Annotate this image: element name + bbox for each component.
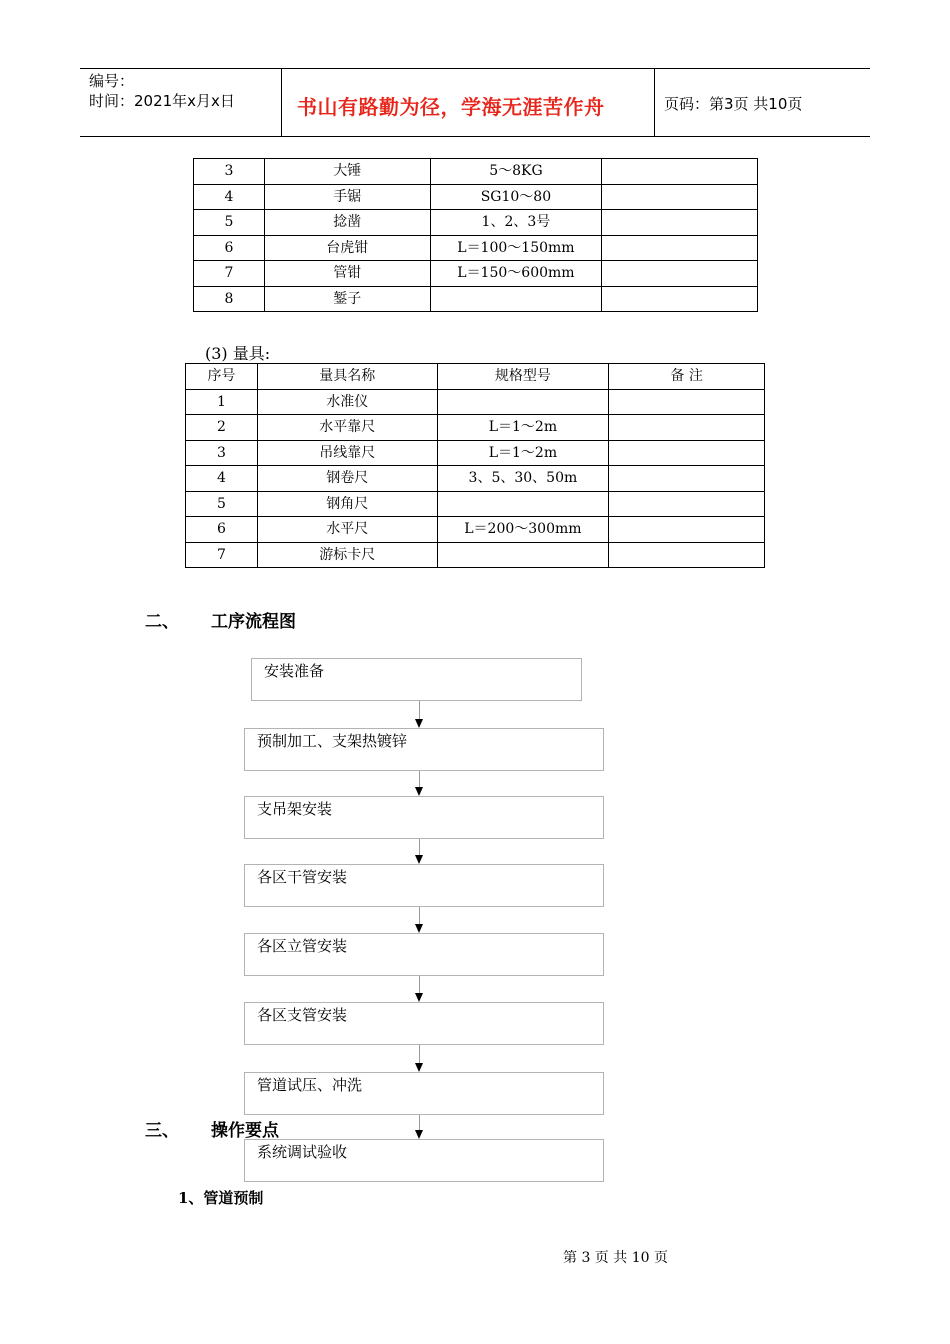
table-cell: L＝200～300mm (437, 517, 609, 543)
table-cell: 大锤 (264, 159, 430, 185)
table-cell (609, 542, 765, 568)
table-cell: 手锯 (264, 184, 430, 210)
table-row (194, 159, 758, 185)
arrow-down-icon (415, 1063, 423, 1072)
arrow-down-icon (415, 993, 423, 1002)
flow-connector (419, 976, 420, 994)
table-cell: 钢角尺 (257, 491, 437, 517)
table-row (194, 286, 758, 312)
table-header-row (186, 364, 765, 390)
arrow-down-icon (415, 924, 423, 933)
header-motto: 书山有路勤为径，学海无涯苦作舟 (297, 95, 605, 119)
table-row (194, 261, 758, 287)
table-cell: 6 (194, 235, 265, 261)
flow-connector (419, 1115, 420, 1131)
table-cell: 1、2、3号 (430, 210, 602, 236)
table-cell (602, 210, 758, 236)
tools-table (193, 158, 758, 312)
flow-connector (419, 839, 420, 856)
table-cell: 3、5、30、50m (437, 466, 609, 492)
page-footer: 第 3 页 共 10 页 (563, 1250, 668, 1266)
table-cell: 3 (194, 159, 265, 185)
table-cell: 水平尺 (257, 517, 437, 543)
flow-connector (419, 701, 420, 720)
table-row (194, 184, 758, 210)
table-cell (602, 159, 758, 185)
table-cell (602, 235, 758, 261)
flow-connector (419, 907, 420, 925)
section-2-number: 二、 (145, 612, 179, 632)
table-cell: 7 (194, 261, 265, 287)
table-cell (609, 491, 765, 517)
table-cell (609, 517, 765, 543)
table-cell: 5 (194, 210, 265, 236)
flow-step-box: 各区干管安装 (244, 864, 604, 907)
table-cell: 4 (194, 184, 265, 210)
column-header: 序号 (186, 364, 258, 390)
table-cell: 3 (186, 440, 258, 466)
header-bottom-rule (80, 136, 870, 137)
table-row (186, 389, 765, 415)
table-cell: 捻凿 (264, 210, 430, 236)
table-cell: 吊线靠尺 (257, 440, 437, 466)
table-cell (609, 389, 765, 415)
table-cell: 錾子 (264, 286, 430, 312)
table-cell (437, 491, 609, 517)
flow-step-box: 预制加工、支架热镀锌 (244, 728, 604, 771)
flow-connector (419, 771, 420, 788)
table-cell: 8 (194, 286, 265, 312)
column-header: 规格型号 (437, 364, 609, 390)
flow-connector (419, 1045, 420, 1064)
header-top-rule (80, 68, 870, 69)
table-cell (609, 415, 765, 441)
column-header: 量具名称 (257, 364, 437, 390)
flow-step-box: 各区立管安装 (244, 933, 604, 976)
table-cell (437, 389, 609, 415)
table-cell: 5 (186, 491, 258, 517)
flow-step-box: 安装准备 (251, 658, 582, 701)
table-row (186, 415, 765, 441)
table-row (186, 440, 765, 466)
section-3-title: 操作要点 (211, 1121, 279, 1141)
table-cell: 游标卡尺 (257, 542, 437, 568)
subsection-1-title: 1、管道预制 (178, 1189, 264, 1207)
table-cell: 钢卷尺 (257, 466, 437, 492)
table-row (186, 542, 765, 568)
table-cell: 2 (186, 415, 258, 441)
table-cell: L＝1～2m (437, 440, 609, 466)
table-cell: 台虎钳 (264, 235, 430, 261)
arrow-down-icon (415, 787, 423, 796)
table-cell (609, 440, 765, 466)
flow-step-box: 支吊架安装 (244, 796, 604, 839)
arrow-down-icon (415, 719, 423, 728)
section-3-number: 三、 (145, 1121, 179, 1141)
flow-step-box: 各区支管安装 (244, 1002, 604, 1045)
header-page-label: 页码：第3页 共10页 (664, 95, 803, 113)
table-cell: 4 (186, 466, 258, 492)
flow-step-box: 管道试压、冲洗 (244, 1072, 604, 1115)
table-cell: L＝1～2m (437, 415, 609, 441)
table-cell: 1 (186, 389, 258, 415)
table-cell (602, 286, 758, 312)
table-cell: 水平靠尺 (257, 415, 437, 441)
measuring-tools-table (185, 363, 765, 568)
table-cell: SG10～80 (430, 184, 602, 210)
table-cell: L＝150～600mm (430, 261, 602, 287)
table-cell: 7 (186, 542, 258, 568)
table-cell: 管钳 (264, 261, 430, 287)
table-cell: 5～8KG (430, 159, 602, 185)
flow-step-box: 系统调试验收 (244, 1139, 604, 1182)
header-divider-right (654, 68, 655, 136)
table-row (186, 466, 765, 492)
arrow-down-icon (415, 1130, 423, 1139)
header-time-label: 时间：2021年x月x日 (89, 92, 235, 110)
table-cell: 水准仪 (257, 389, 437, 415)
table-cell: 6 (186, 517, 258, 543)
table-cell (609, 466, 765, 492)
table-cell (602, 184, 758, 210)
table-cell (602, 261, 758, 287)
table-cell: L＝100～150mm (430, 235, 602, 261)
table-row (194, 210, 758, 236)
table-row (186, 517, 765, 543)
table-cell (437, 542, 609, 568)
header-divider-left (281, 68, 282, 136)
arrow-down-icon (415, 855, 423, 864)
measuring-tools-caption: (3) 量具: (205, 344, 271, 363)
table-cell (430, 286, 602, 312)
table-row (194, 235, 758, 261)
section-2-title: 工序流程图 (211, 612, 296, 632)
table-row (186, 491, 765, 517)
header-number-label: 编号： (89, 72, 135, 90)
column-header: 备 注 (609, 364, 765, 390)
